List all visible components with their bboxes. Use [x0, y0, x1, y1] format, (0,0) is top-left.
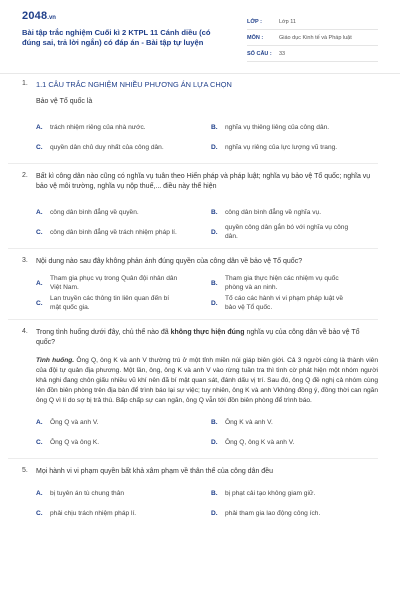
option-b[interactable] — [211, 273, 378, 293]
option-letter: B. — [211, 123, 218, 131]
option-text: quyền dân chủ duy nhất của công dân. — [50, 143, 164, 151]
option-text: bị tuyên án tù chung thân — [50, 489, 125, 497]
question-text-post: nghĩa vụ của công dân về bảo vệ Tổ quốc? — [36, 329, 360, 346]
option-text: công dân bình đẳng về trách nhiệm pháp lí. — [50, 228, 177, 236]
meta-row-class — [247, 14, 378, 30]
question-number: 3. — [22, 257, 28, 264]
option-a[interactable] — [36, 117, 203, 137]
option-letter: A. — [36, 123, 43, 131]
meta-value: Giáo dục Kinh tế và Pháp luật — [279, 34, 352, 41]
question-text — [36, 328, 378, 348]
option-text: Tham gia phục vụ trong Quân đội nhân dân Việt Nam. — [50, 275, 178, 291]
option-text: phải chịu trách nhiệm pháp lí. — [50, 509, 137, 517]
option-text: Lan truyền các thông tin liên quan đến bí mật quốc gia. — [50, 295, 170, 311]
question-number: 1. — [22, 80, 28, 87]
document-title: Bài tập trắc nghiệm Cuối kì 2 KTPL 11 Cánh diều (có đúng sai, trả lời ngắn) có đáp án - Bài tập tự luyện — [22, 28, 211, 47]
option-text: Ông K và anh V. — [225, 418, 273, 426]
question-number: 2. — [22, 172, 28, 179]
option-d[interactable] — [211, 222, 378, 242]
option-letter: D. — [211, 228, 218, 236]
situation-body: Ông Q, ông K và anh V thường trú ở một tỉnh miền núi giáp biên giới. Cả 3 người cùng là thành viên của đội tự quản địa phương. Một lần, ông, ông K và anh V vào rừng tuần tra thì tình cờ phát hiện một nhóm người khả nghi đang chôn giấu nhiều vũ khí nên đã bí mật quan sát, đánh dấu vị trí. Sau đó, ông Q đề nghị cả nhóm cùng lên đồn biên phòng trên địa bàn để trình báo lại sự việc; tuy nhiên, ông K và anh Vkhông đồng ý, đồng thời can ngăn ông Q vì lí do sợ bị trả thù. Bấp chấp sự can ngăn, ông Q vẫn tới đồn biên phòng để trình báo. — [36, 357, 379, 404]
option-a[interactable] — [36, 273, 203, 293]
option-letter: B. — [211, 489, 218, 497]
header — [0, 0, 400, 72]
option-b[interactable] — [211, 412, 378, 432]
option-letter: A. — [36, 489, 43, 497]
option-c[interactable] — [36, 222, 203, 242]
option-letter: B. — [211, 208, 218, 216]
option-d[interactable] — [211, 432, 378, 452]
question-divider — [8, 163, 378, 164]
question-text: Nội dung nào sau đây không phản ánh đúng quyền của công dân về bảo vệ Tổ quốc? — [36, 258, 303, 265]
options — [36, 273, 378, 313]
question-4 — [22, 328, 378, 452]
option-letter: A. — [36, 279, 43, 287]
question-divider — [8, 458, 378, 459]
option-text: Ông Q và ông K. — [50, 438, 100, 446]
option-letter: C. — [36, 509, 43, 517]
logo-text: 2048 — [22, 10, 48, 22]
options — [36, 412, 378, 452]
question-1 — [22, 80, 378, 157]
question-divider — [8, 248, 378, 249]
option-c[interactable] — [36, 293, 203, 313]
question-text-emphasis: không thực hiện đúng — [170, 329, 245, 336]
option-letter: B. — [211, 418, 218, 426]
question-divider — [8, 319, 378, 320]
meta-value: Lớp 11 — [279, 18, 296, 25]
option-text: nghĩa vụ riêng của lực lượng vũ trang. — [225, 143, 338, 151]
question-list — [22, 80, 378, 523]
question-text: Bất kì công dân nào cũng có nghĩa vụ tuân theo Hiến pháp và pháp luật; nghĩa vụ bảo vệ Tổ quốc; nghĩa vụ bảo vệ môi trường, nghĩa vụ nộp thuế,... điều này thể hiện — [36, 173, 371, 190]
option-b[interactable] — [211, 483, 378, 503]
meta-row-count — [247, 46, 378, 62]
situation-label: Tình huống. — [36, 357, 75, 364]
question-number: 5. — [22, 467, 28, 474]
question-text: Mọi hành vi vi phạm quyền bất khả xâm phạm về thân thể của công dân đều — [36, 468, 273, 475]
option-letter: C. — [36, 299, 43, 307]
question-number: 4. — [22, 328, 28, 335]
question-3 — [22, 257, 378, 313]
meta-key: LỚP : — [247, 18, 262, 25]
option-letter: C. — [36, 438, 43, 446]
option-text: trách nhiệm riêng của nhà nước. — [50, 123, 146, 131]
site-logo[interactable] — [22, 10, 227, 22]
option-letter: D. — [211, 438, 218, 446]
options — [36, 117, 378, 157]
option-c[interactable] — [36, 137, 203, 157]
option-text: công dân bình đẳng về quyền. — [50, 208, 139, 216]
option-a[interactable] — [36, 202, 203, 222]
option-d[interactable] — [211, 293, 378, 313]
options — [36, 202, 378, 242]
option-a[interactable] — [36, 412, 203, 432]
option-letter: A. — [36, 418, 43, 426]
option-letter: A. — [36, 208, 43, 216]
option-letter: C. — [36, 143, 43, 151]
option-text: công dân bình đẳng về nghĩa vụ. — [225, 208, 322, 216]
logo-suffix: .vn — [47, 15, 56, 21]
header-left — [22, 10, 227, 72]
option-letter: B. — [211, 279, 218, 287]
question-text: Bảo vệ Tổ quốc là — [36, 98, 93, 105]
header-divider — [0, 73, 400, 74]
option-text: nghĩa vụ thiêng liêng của công dân. — [225, 123, 330, 131]
option-letter: D. — [211, 509, 218, 517]
question-text-pre: Trong tình huống dưới đây, chủ thể nào đã — [36, 329, 171, 336]
option-b[interactable] — [211, 202, 378, 222]
option-text: bị phạt cải tạo không giam giữ. — [225, 489, 316, 497]
option-letter: C. — [36, 228, 43, 236]
options — [36, 483, 378, 523]
option-text: Tham gia thực hiện các nhiệm vụ quốc phòng và an ninh. — [225, 275, 339, 291]
option-text: Tố cáo các hành vi vi phạm pháp luật về bảo vệ Tổ quốc. — [225, 295, 344, 311]
question-2 — [22, 172, 378, 242]
option-a[interactable] — [36, 483, 203, 503]
question-5 — [22, 467, 378, 523]
option-text: quyền công dân gắn bó với nghĩa vụ công dân. — [225, 224, 349, 240]
meta-table — [247, 14, 378, 72]
meta-key: MÔN : — [247, 34, 264, 41]
option-text: phải tham gia lao động công ích. — [225, 509, 321, 517]
meta-value: 33 — [279, 50, 286, 57]
option-text: Ông Q, ông K và anh V. — [225, 438, 295, 446]
option-c[interactable] — [36, 432, 203, 452]
option-b[interactable] — [211, 117, 378, 137]
section-title: 1.1 CÂU TRẮC NGHIỆM NHIỀU PHƯƠNG ÁN LỰA CHỌN — [36, 80, 232, 89]
meta-row-subject — [247, 30, 378, 46]
option-letter: D. — [211, 299, 218, 307]
option-c[interactable] — [36, 503, 203, 523]
option-letter: D. — [211, 143, 218, 151]
meta-key: SỐ CÂU : — [247, 50, 272, 57]
option-text: Ông Q và anh V. — [50, 418, 99, 426]
option-d[interactable] — [211, 503, 378, 523]
option-d[interactable] — [211, 137, 378, 157]
situation-text — [36, 356, 378, 406]
